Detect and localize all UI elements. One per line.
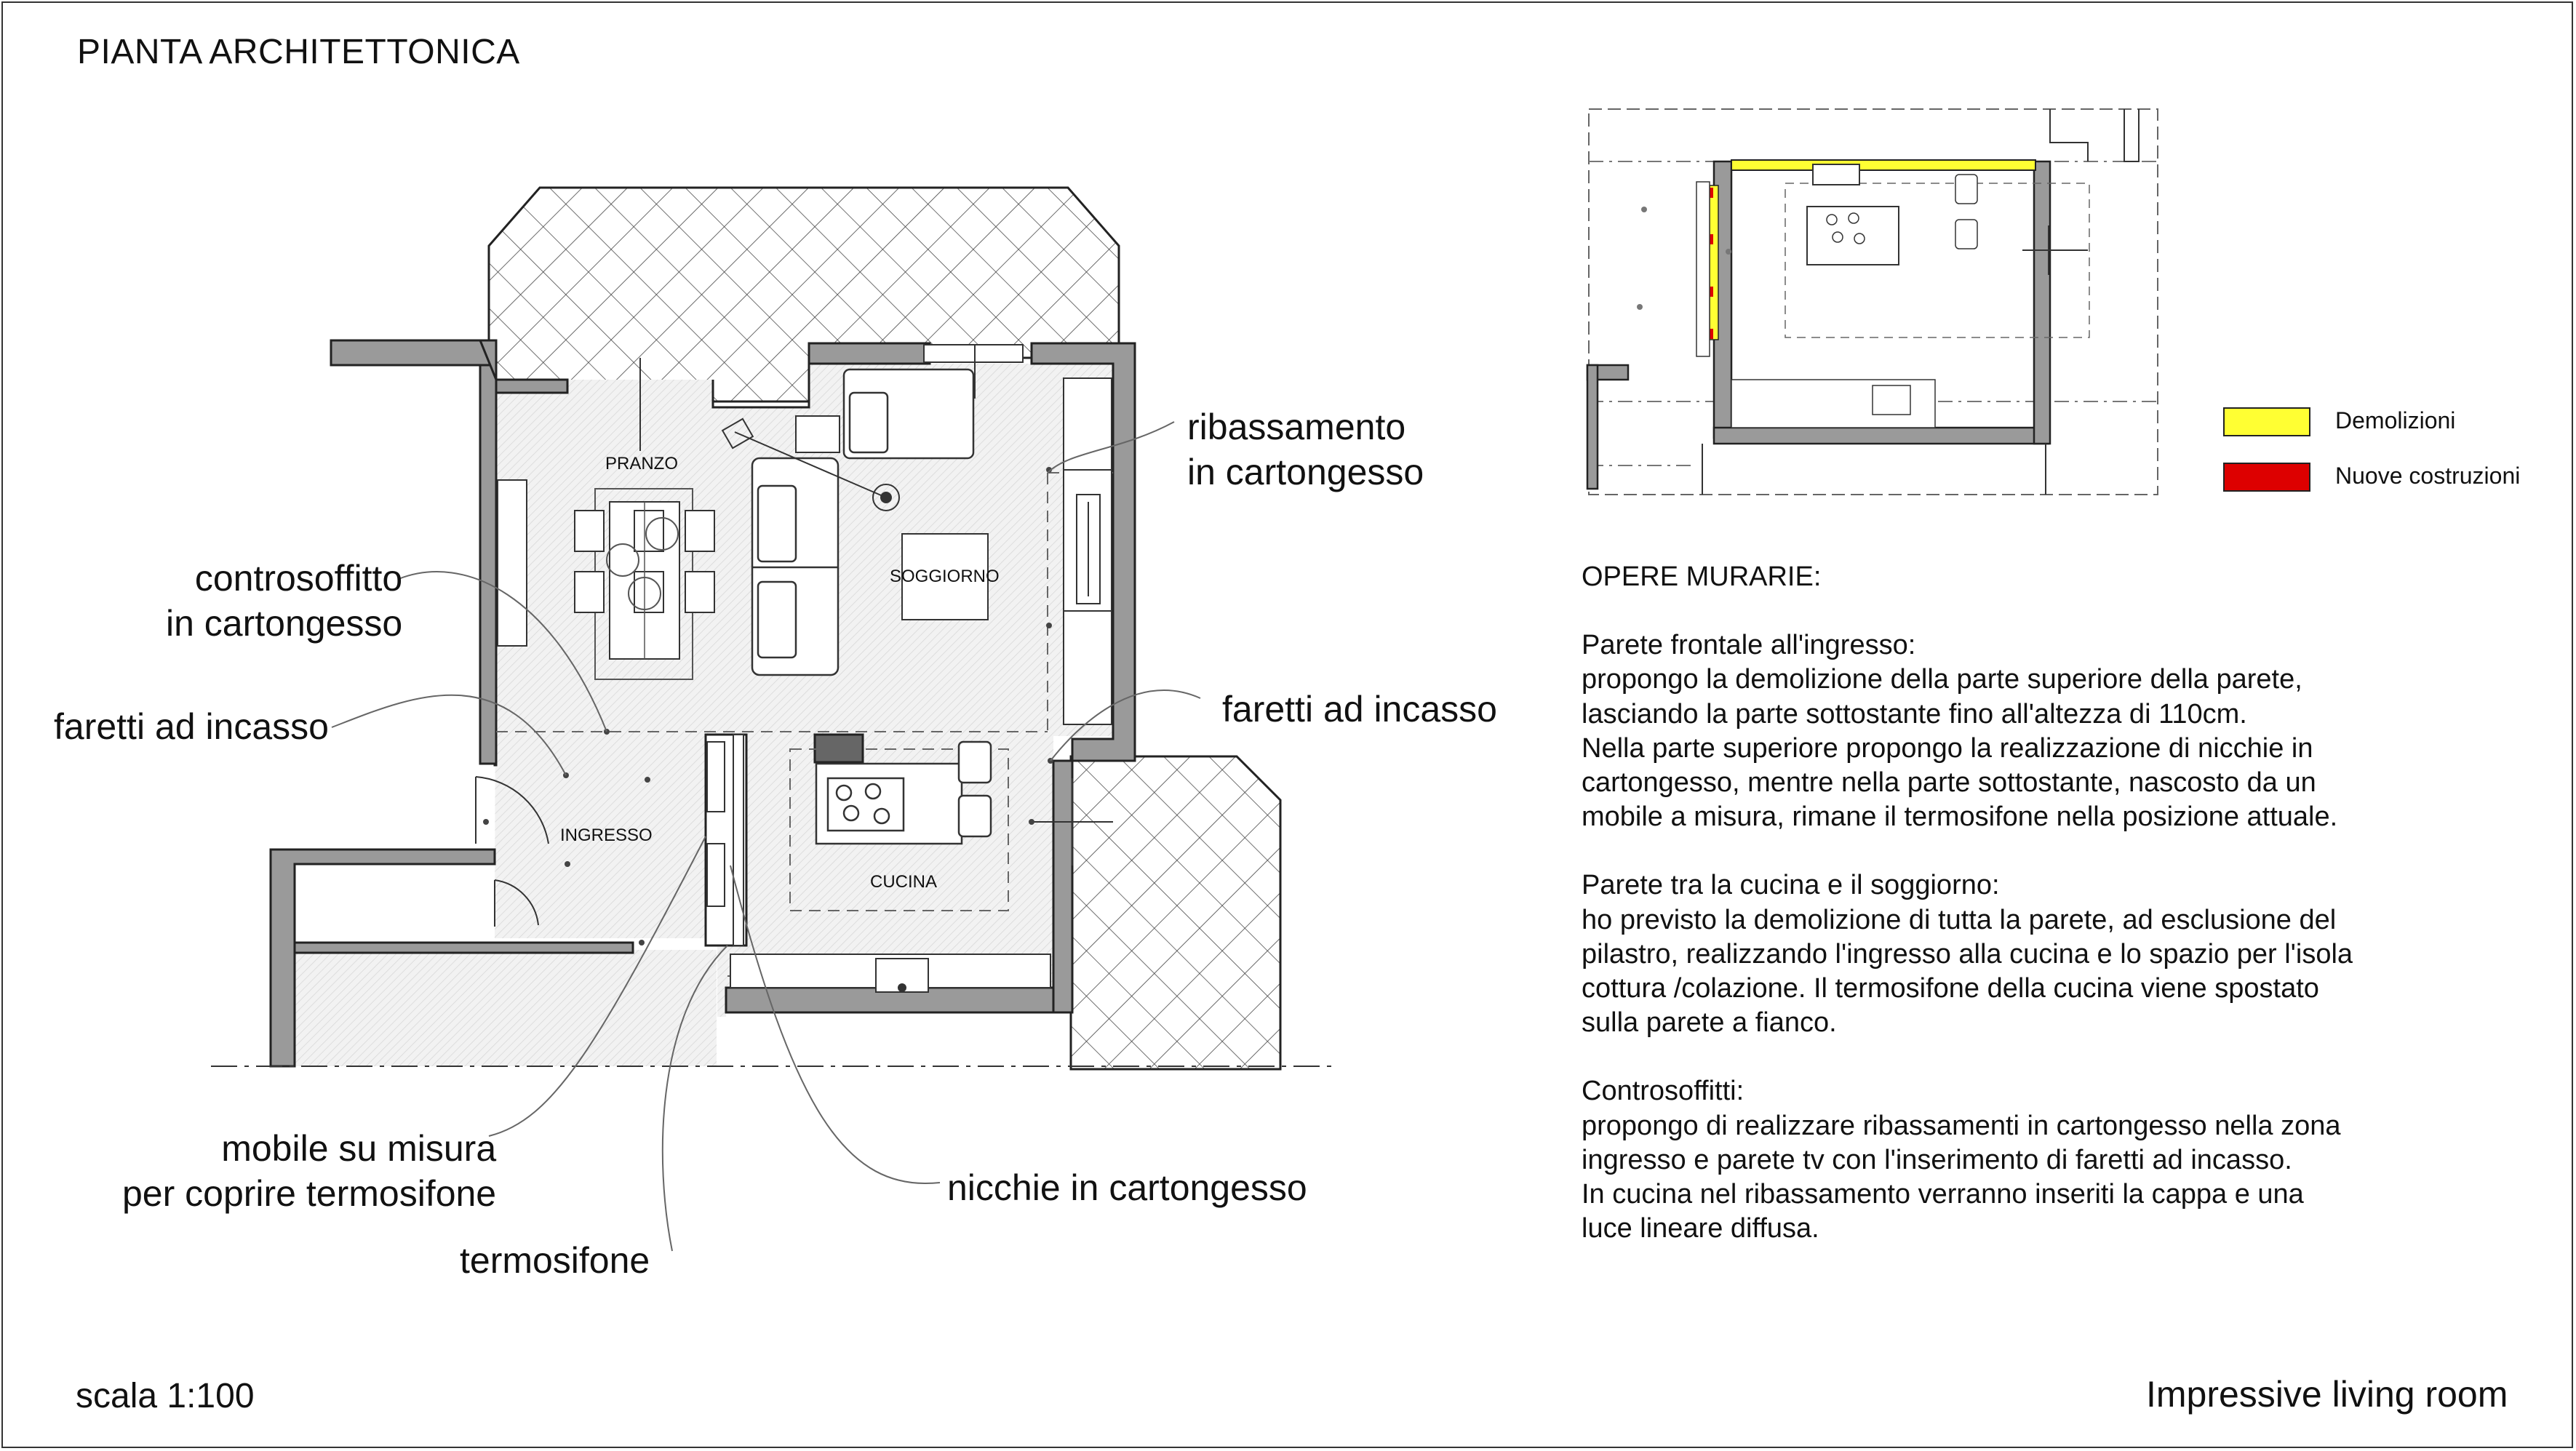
mini-plan xyxy=(1587,109,2159,495)
room-label-cucina: CUCINA xyxy=(870,872,938,892)
notes-block xyxy=(1582,560,2353,1280)
balcony-right xyxy=(1071,756,1280,1069)
tv-wall-unit xyxy=(1064,378,1112,724)
notes-section-1: Parete frontale all'ingresso: propongo la demolizione della parte superiore della parete, lasciando la parte sottostante fino all'altezza di 110cm. Nella parte superiore propongo la realizzazione di nicchie in cartongesso, mentre nella parte sottostante, nascosto da un mobile a misura, rimane il termosifone nella posizione attuale. xyxy=(1582,630,2338,833)
notes-heading: OPERE MURARIE: xyxy=(1582,561,1822,592)
sofa xyxy=(752,458,838,675)
corridor-floor xyxy=(295,950,717,1066)
label-mobile: mobile su misura per coprire termosifone xyxy=(122,1128,497,1214)
demolition-wall xyxy=(1731,160,2035,170)
legend-swatch-nuove xyxy=(2223,463,2310,492)
legend-label-demolizioni: Demolizioni xyxy=(2335,407,2456,433)
notes-section-3: Controsoffitti: propongo di realizzare ribassamenti in cartongesso nella zona ingresso e parete tv con l'inserimento di faretti ad incasso. In cucina nel ribassamento verranno inseriti la cappa e una luce lineare diffusa. xyxy=(1582,1076,2341,1244)
legend-label-nuove: Nuove costruzioni xyxy=(2335,463,2521,489)
label-nicchie: nicchie in cartongesso xyxy=(947,1167,1307,1208)
room-label-pranzo: PRANZO xyxy=(605,454,679,473)
kitchen-counter xyxy=(730,954,1050,992)
legend-swatch-demolizioni xyxy=(2223,407,2310,436)
side-table xyxy=(796,416,840,452)
label-faretti-right: faretti ad incasso xyxy=(1222,689,1497,730)
project-name: Impressive living room xyxy=(2146,1374,2508,1415)
label-controsoffitto: controsoffitto in cartongesso xyxy=(166,558,403,644)
label-ribassamento: ribassamento in cartongesso xyxy=(1187,407,1424,492)
room-label-soggiorno: SOGGIORNO xyxy=(890,567,1000,586)
label-faretti-left: faretti ad incasso xyxy=(54,706,329,747)
sideboard xyxy=(498,480,527,646)
page-title: PIANTA ARCHITETTONICA xyxy=(77,33,520,71)
room-label-ingresso: INGRESSO xyxy=(560,826,653,845)
notes-section-2: Parete tra la cucina e il soggiorno: ho previsto la demolizione di tutta la parete, ad esclusione del pilastro, realizzando l'ingresso alla cucina e lo spazio per l'isola cottura /colazione. Il termosifone della cucina viene spostato sulla parete a fianco. xyxy=(1582,870,2353,1039)
scale-label: scala 1:100 xyxy=(76,1377,255,1415)
label-termosifone: termosifone xyxy=(460,1240,650,1281)
armchair xyxy=(844,369,973,458)
